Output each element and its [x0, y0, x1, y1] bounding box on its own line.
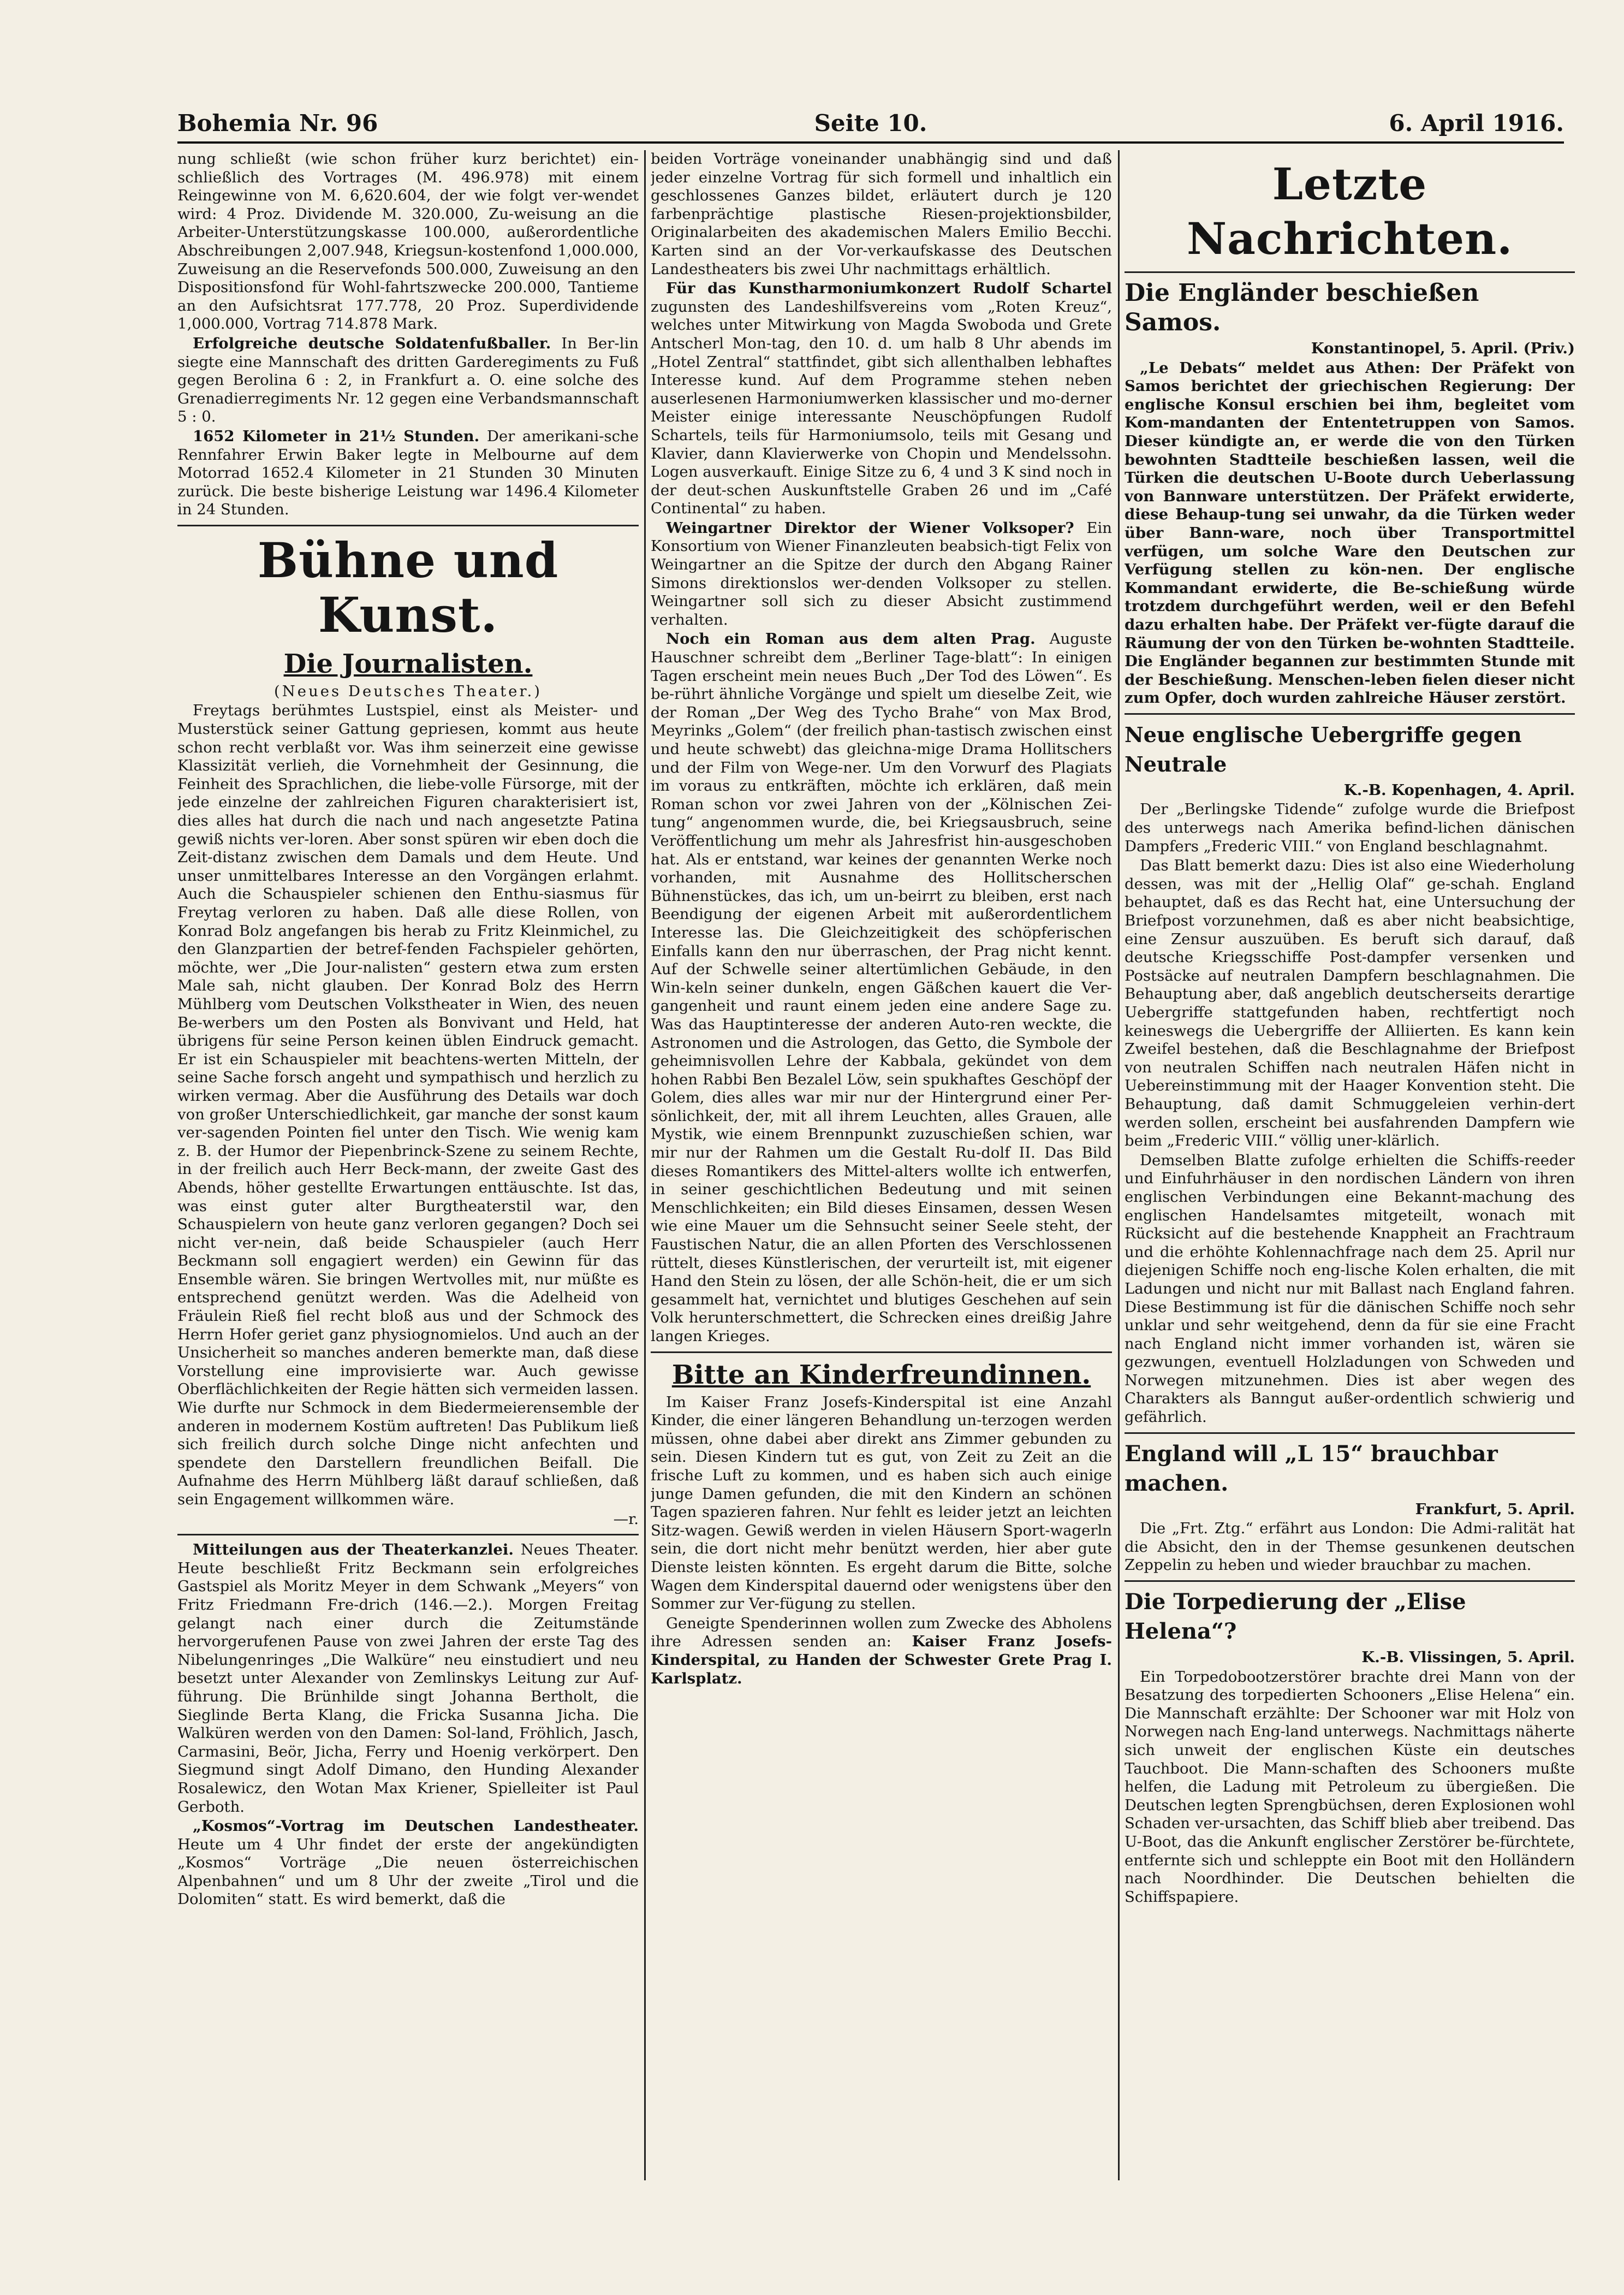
article-title: Bitte an Kinderfreundinnen.	[671, 1359, 1091, 1390]
section-divider	[1125, 1580, 1575, 1582]
article-signature: —r.	[613, 1510, 639, 1528]
finance-paragraph: nung schließt (wie schon früher kurz berichtet) ein-schließlich des Vortrages (M. 496.978) mit einem Reingewinne von M. 6,620.604, der wie folgt ver-wendet wird: 4 Proz. Dividende M. 320.000, Zu-weisung an die Arbeiter-Unterstützungskasse 100.000, außerordentliche Abschreibungen 2,007.948, Kriegsun-kostenfond 1,000.000, Zuweisung an die Reservefonds 500.000, Zuweisung an den Dispositionsfond für Wohl-fahrtszwecke 200.000, Tantieme an den Aufsichtsrat 177.778, 20 Proz. Superdividende 1,000.000, Vortrag 714.878 Mark.	[177, 150, 639, 333]
paragraph-text: Geneigte Spenderinnen wollen zum Zwecke des Abholens ihre Adressen senden an:	[651, 1614, 1112, 1651]
paragraph-heading: Erfolgreiche deutsche Soldatenfußballer.	[193, 334, 551, 352]
article-title: Die Torpedierung der „Elise Helena“?	[1125, 1589, 1466, 1645]
dateline: Frankfurt, 5. April.	[1415, 1500, 1575, 1518]
masthead-issue: Bohemia Nr. 96	[177, 110, 378, 137]
section-divider	[651, 1351, 1112, 1353]
section-title: Letzte Nachrichten.	[1186, 158, 1513, 264]
dateline: K.-B. Kopenhagen, 4. April.	[1343, 781, 1575, 799]
paragraph-heading: Weingartner Direktor der Wiener Volksoper?	[666, 519, 1074, 537]
section-divider	[1125, 271, 1575, 273]
article-body: Freytags berühmtes Lustspiel, einst als Meister- und Musterstück seiner Gattung gepriesen, kommt aus heute schon recht verblaßt vor. Was ihm seinerzeit eine gewisse Klassizität verlieh, die Vornehmheit der Gesinnung, die Feinheit des Sprachlichen, die liebe-volle Fürsorge, mit der jede einzelne der zahlreichen Figuren charakterisiert ist, dies alles hat durch die nach und nach angesetzte Patina gewiß nichts ver-loren. Aber sonst spüren wir eben doch die Zeit-distanz zwischen dem Damals und dem Heute. Und unser unmittelbares Interesse an den Vorgängen erlahmt. Auch die Schauspieler schienen den Enthu-siasmus für Freytag verloren zu haben. Daß alle diese Rollen, von Konrad Bolz angefangen bis herab zu Fritz Kleinmichel, zu den Glanzpartien der betref-fenden Fachspieler gehörten, möchte, wer „Die Jour-nalisten“ gestern etwa zum ersten Male sah, nicht glauben. Der Konrad Bolz des Herrn Mühlberg vom Deutschen Volkstheater in Wien, des neuen Be-werbers um den Posten als Bonvivant und Held, hat übrigens für seine Person keinen üblen Eindruck gemacht. Er ist ein Schauspieler mit beachtens-werten Mitteln, der seine Sache forsch angeht und sympathisch und herzlich zu wirken vermag. Aber die Ausführung des Details war doch von großer Unterschiedlichkeit, gar manche der sonst kaum ver-sagenden Pointen fiel unter den Tisch. Wie wenig kam z. B. der Humor der Piepenbrinck-Szene zu seinem Rechte, in der freilich auch Herr Beck-mann, der zweite Gast des Abends, höher gestellte Erwartungen enttäuschte. Ist das, was einst guter alter Burgtheaterstil war, den Schauspielern von heute ganz verloren gegangen? Doch sei nicht ver-nein, daß beide Schauspieler (auch Herr Beckmann soll engagiert werden) ein Gewinn für das Ensemble wären. Sie bringen Wertvolles mit, nur müßte es entsprechend genützt werden. Was die Adelheid von Fräulein Rieß fiel recht bloß aus und der Schmock des Herrn Hofer geriet ganz physiognomielos. Und auch an der Unsicherheit so manches anderen bemerkte man, daß diese Vorstellung eine improvisierte war. Auch gewisse Oberflächlichkeiten der Regie hätten sich vermeiden lassen. Wie durfte nur Schmock in dem Biedermeierensemble der anderen in modernem Kostüm auftreten! Das Publikum ließ sich freilich durch solche Dinge nicht anfechten und spendete den Darstellern freundlichen Beifall. Die Aufnahme des Herrn Mühlberg läßt darauf schließen, daß sein Engagement willkommen wäre.	[177, 702, 639, 1508]
article-body: Im Kaiser Franz Josefs-Kinderspital ist eine Anzahl Kinder, die einer längeren Behandlung un-terzogen werden müssen, ohne dabei aber direkt ans Zimmer gebunden zu sein. Diesen Kindern tut es gut, von Zeit zu Zeit an die frische Luft zu kommen, und es haben sich auch einige junge Damen gefunden, die mit den Kindern an schönen Tagen spazieren fahren. Nur fehlt es leider jetzt an leichten Sitz-wagen. Gewiß werden in vielen Häusern Sport-wagerln sein, die dort nicht mehr benützt werden, hier aber gute Dienste leisten könnten. Es ergeht darum die Bitte, solche Wagen dem Kinderspital dauernd oder wenigstens über den Sommer zur Ver-fügung zu stellen.	[651, 1393, 1112, 1613]
paragraph-text: In Ber-lin siegte eine Mannschaft des dritten Garderegiments zu Fuß gegen Berolina 6 : 2, in Frankfurt a. O. eine solche des Grenadierregiments Nr. 12 gegen eine Verbandsmannschaft 5 : 0.	[177, 334, 639, 426]
volksoper-notice	[651, 519, 1112, 630]
sports-paragraph	[177, 335, 639, 426]
article-title: Neue englische Uebergriffe gegen Neutrale	[1125, 722, 1522, 776]
dateline: K.-B. Vlissingen, 5. April.	[1361, 1648, 1575, 1667]
section-divider	[1125, 1432, 1575, 1434]
address-text: Kaiser Franz Josefs-Kinderspital, zu Handen der Schwester Grete Prag I. Karlsplatz.	[651, 1633, 1112, 1687]
article-body	[651, 1615, 1112, 1688]
paragraph-text: Der amerikani-sche Rennfahrer Erwin Baker legte in Melbourne auf dem Motorrad 1652.4 Kilometer in 21 Stunden 30 Minuten zurück. Die beste bisherige Leistung war 1496.4 Kilometer in 24 Stunden.	[177, 427, 639, 519]
dateline: Konstantinopel, 5. April. (Priv.)	[1311, 340, 1575, 357]
theater-notice	[177, 1541, 639, 1816]
article-body: Demselben Blatte zufolge erhielten die Schiffs-reeder und Einfuhrhäuser in den nordischen Ländern von ihren englischen Verbindungen eine Bekannt-machung des englischen Handelsamtes mitgeteilt, wonach mit Rücksicht auf die bestehende Knappheit an Frachtraum und die erhöhte Kohlennachfrage nach dem 25. April nur diejenigen Schiffe noch eng-lische Kolen erhalten, die mit Ladungen und nicht nur mit Ballast nach England fahren. Diese Bestimmung ist für die dänischen Schiffe noch sehr unklar und sehr weitgehend, denn da für sie eine Fracht nach England nicht immer vorhanden ist, wären sie gezwungen, eventuell Holzladungen von Schweden und Norwegen mitzunehmen. Dies ist aber wegen des Charakters als Banngut außer-ordentlich schwierig und gefährlich.	[1125, 1151, 1575, 1426]
paragraph-heading: „Kosmos“-Vortrag im Deutschen Landestheater.	[193, 1817, 639, 1835]
paragraph-text: Heute um 4 Uhr findet der erste der angekündigten „Kosmos“ Vorträge „Die neuen österreichischen Alpenbahnen“ und um 8 Uhr der zweite „Tirol und die Dolomiten“ statt. Es wird bemerkt, daß die	[177, 1835, 639, 1908]
article-body: „Le Debats“ meldet aus Athen: Der Präfekt von Samos berichtet der griechischen Regierung: Der englische Konsul erschien bei ihm, begleitet vom Kom-mandanten der Ententetruppen von Samos. Dieser kündigte an, er werde die von den Türken bewohnten Stadtteile beschießen lassen, weil die Türken die deutschen U-Boote durch Ueberlassung von Bannware unterstützen. Der Präfekt erwiderte, diese Behaup-tung sei unwahr, da die Türken weder über Bann-ware, noch über Transportmittel verfügen, um solche Ware den Deutschen zur Verfügung stellen zu kön-nen. Der englische Kommandant erwiderte, die Be-schießung würde trotzdem durchgeführt werden, weil er den Befehl dazu erhalten habe. Der Präfekt ver-fügte darauf die Räumung der von den Türken be-wohnten Stadtteile. Die Engländer begannen zur bestimmten Stunde mit der Beschießung. Menschen-leben fielen dieser nicht zum Opfer, doch wurden zahlreiche Häuser zerstört.	[1125, 359, 1575, 707]
section-divider	[177, 525, 639, 526]
paragraph-text: Neues Theater. Heute beschließt Fritz Beckmann sein erfolgreiches Gastspiel als Moritz Meyer in dem Schwank „Meyers“ von Fritz Friedmann Fre-drich (146.—2.). Morgen Freitag gelangt nach einer durch die Zeitumstände hervorgerufenen Pause von zwei Jahren der erste Tag des Nibelungenringes „Die Walküre“ neu einstudiert und neu besetzt unter Alexander von Zemlinskys Leitung zur Auf-führung. Die Brünhilde singt Johanna Bertholt, die Sieglinde Berta Klang, die Fricka Susanna Jicha. Die Walküren werden von den Damen: Sol-land, Fröhlich, Jasch, Carmasini, Beör, Jicha, Ferry und Hoenig verkörpert. Den Siegmund singt Adolf Dimano, den Hunding Alexander Rosalewicz, den Wotan Max Kriener, Spielleiter ist Paul Gerboth.	[177, 1541, 639, 1816]
paragraph-text: Ein Konsortium von Wiener Finanzleuten beabsich-tigt Felix von Weingartner an die Spitze der durch den Abgang Rainer Simons direktionslos wer-denden Volksoper zu stellen. Weingartner soll sich zu dieser Absicht zustimmend verhalten.	[651, 519, 1112, 628]
concert-notice	[651, 280, 1112, 518]
kosmos-notice	[177, 1817, 639, 1909]
page-header	[177, 106, 1564, 144]
column-rule	[1118, 150, 1120, 2180]
section-divider	[177, 1534, 639, 1535]
column-rule	[644, 150, 646, 2180]
issue-date: 6. April 1916.	[1389, 110, 1564, 137]
paragraph-heading: Für das Kunstharmoniumkonzert Rudolf Schartel	[666, 280, 1112, 298]
article-subtitle: (Neues Deutsches Theater.)	[274, 682, 542, 700]
paragraph-heading: Mitteilungen aus der Theaterkanzlei.	[193, 1541, 514, 1559]
article-title: Die Journalisten.	[283, 648, 533, 679]
section-divider	[1125, 713, 1575, 715]
article-body: Der „Berlingske Tidende“ zufolge wurde die Briefpost des unterwegs nach Amerika befind-lichen dänischen Dampfers „Frederic VIII.“ von England beschlagnahmt.	[1125, 800, 1575, 855]
page-number: Seite 10.	[814, 110, 927, 137]
column-2	[651, 150, 1112, 2180]
article-body: Ein Torpedobootzerstörer brachte drei Mann von der Besatzung des torpedierten Schooners „Elise Helena“ ein. Die Mannschaft erzählte: Der Schooner war mit Holz von Norwegen nach Eng-land unterwegs. Nachmittags näherte sich unweit der englischen Küste ein deutsches Tauchboot. Die Mann-schaften des Schooners mußte helfen, die Ladung mit Petroleum zu übergießen. Die Deutschen legten Sprengbüchsen, deren Explosionen wohl Schaden ver-ursachten, das Schiff blieb aber treibend. Das U-Boot, das die Ankunft englischer Zerstörer be-fürchtete, entfernte sich und schleppte ein Boot mit den Holländern nach Noordhinder. Die Deutschen behielten die Schiffspapiere.	[1125, 1668, 1575, 1906]
article-body: Die „Frt. Ztg.“ erfährt aus London: Die Admi-ralität hat die Absicht, den in der Themse gesunkenen deutschen Zeppelin zu heben und wieder brauchbar zu machen.	[1125, 1520, 1575, 1574]
novel-notice	[651, 630, 1112, 1345]
motor-paragraph	[177, 428, 639, 519]
article-title: Die Engländer beschießen Samos.	[1125, 279, 1479, 336]
paragraph-heading: Noch ein Roman aus dem alten Prag.	[666, 630, 1036, 648]
article-body: Das Blatt bemerkt dazu: Dies ist also eine Wiederholung dessen, was mit der „Hellig Olaf“ ge-schah. England behauptet, daß es das Recht hat, eine Untersuchung der Briefpost vorzunehmen, daß es aber nicht beabsichtige, eine Zensur auszuüben. Es beruft sich darauf, daß deutsche Kriegsschiffe Post-dampfer versenken und Postsäcke auf neutralen Dampfern beschlagnahmen. Die Behauptung aber, daß angeblich deutscherseits derartige Uebergriffe stattgefunden haben, rechtfertigt noch keineswegs die Uebergriffe der Alliierten. Es kann kein Zweifel bestehen, daß die Beschlagnahme der Briefpost von neutralen Schiffen nach neutralen Häfen nicht in Uebereinstimmung mit der Haager Konvention steht. Die Behauptung, daß damit Schmuggeleien verhin-dert werden sollen, erscheint bei ausfahrenden Dampfern wie beim „Frederic VIII.“ völlig uner-klärlich.	[1125, 857, 1575, 1150]
kosmos-continued: beiden Vorträge voneinander unabhängig sind und daß jeder einzelne Vortrag für sich formell und inhaltlich ein geschlossenes Ganzes bildet, erläutert durch je 120 farbenprächtige plastische Riesen-projektionsbilder, Originalarbeiten des akademischen Malers Emilio Becchi. Karten sind an der Vor-verkaufskasse des Deutschen Landestheaters bis zwei Uhr nachmittags erhältlich.	[651, 150, 1112, 278]
paragraph-text: zugunsten des Landeshilfsvereins vom „Roten Kreuz“, welches unter Mitwirkung von Magda Swoboda und Grete Antscherl Mon-tag, den 10. d. um halb 8 Uhr abends im „Hotel Zentral“ stattfindet, gibt sich allenthalben lebhaftes Interesse kund. Auf dem Programme stehen neben auserlesenen Harmoniumwerken klassischer und mo-derner Meister einige interessante Neuschöpfungen Rudolf Schartels, teils für Harmoniumsolo, teils mit Gesang und Klavier, dann Klavierwerke von Chopin und Mendelssohn. Logen ausverkauft. Einige Sitze zu 6, 4 und 3 K sind noch in der deut-schen Auskunftstelle Graben 26 und im „Café Continental“ zu haben.	[651, 298, 1112, 518]
paragraph-heading: 1652 Kilometer in 21½ Stunden.	[193, 427, 480, 445]
section-title: Bühne und Kunst.	[257, 531, 559, 643]
paragraph-text: Auguste Hauschner schreibt dem „Berliner Tage-blatt“: In einigen Tagen erscheint mein neues Buch „Der Tod des Löwen“. Es be-rührt ähnliche Vorgänge und spielt um dieselbe Zeit, wie der Roman „Der Weg des Tycho Brahe“ von Max Brod, Meyrinks „Golem“ (der freilich phan-tastisch zwischen einst und heute schwebt) das gleichna-mige Drama Hollitschers und der Film von Wege-ner. Um den Vorwurf des Plagiats im voraus zu entkräften, möchte ich erklären, daß mein Roman schon vor zwei Jahren von der „Kölnischen Zei-tung“ angenommen wurde, die, bei Kriegsausbruch, seine Veröffentlichung um mehr als Jahresfrist hin-ausgeschoben hat. Als er entstand, war keines der genannten Werke noch vorhanden, mit Ausnahme des Hollitscherschen Bühnenstückes, das ich, um un-beirrt zu bleiben, erst nach Beendigung der eigenen Arbeit mit außerordentlichem Interesse las. Die Gleichzeitigkeit des schöpferischen Einfalls kann den nur überraschen, der Prag nicht kennt. Auf der Schwelle seiner altertümlichen Gebäude, in den Win-keln seiner dunkeln, engen Gäßchen kauert die Ver-gangenheit und raunt einem jeden eine andere Sage zu. Was das Hauptinteresse der anderen Auto-ren weckte, die Astronomen und die Astrologen, das Getto, die Symbole der geheimnisvollen Lehre der Kabbala, gekündet von dem hohen Rabbi Ben Bezalel Löw, sein spukhaftes Geschöpf der Golem, dies alles war mir nur der Hintergrund einer Per-sönlichkeit, der, mit all ihrem Leuchten, alles Grauen, alle Mystik, wie einem Brennpunkt zuzuschießen schien, war mir nur der Rahmen um die Gestalt Ru-dolf II. Das Bild dieses Romantikers des Mittel-alters wollte ich entwerfen, in seiner geschichtlichen Bedeutung und mit seinen Menschlichkeiten; ein Bild dieses Einsamen, dessen Wesen wie eine Mauer um die Sehnsucht seiner Seele steht, der Faustischen Natur, die an allen Pforten des Verschlossenen rüttelt, dieses Künstlerischen, der verurteilt ist, mit eigener Hand den Stein zu lösen, der alle Schön-heit, die er um sich gesammelt hat, vernichtet und blutiges Geschehen auf sein Volk herunterschmettert, die Schrecken eines dreißig Jahre langen Krieges.	[651, 630, 1112, 1345]
column-1	[177, 150, 639, 2180]
article-title: England will „L 15“ brauchbar machen.	[1125, 1440, 1498, 1496]
column-3	[1125, 150, 1575, 2180]
